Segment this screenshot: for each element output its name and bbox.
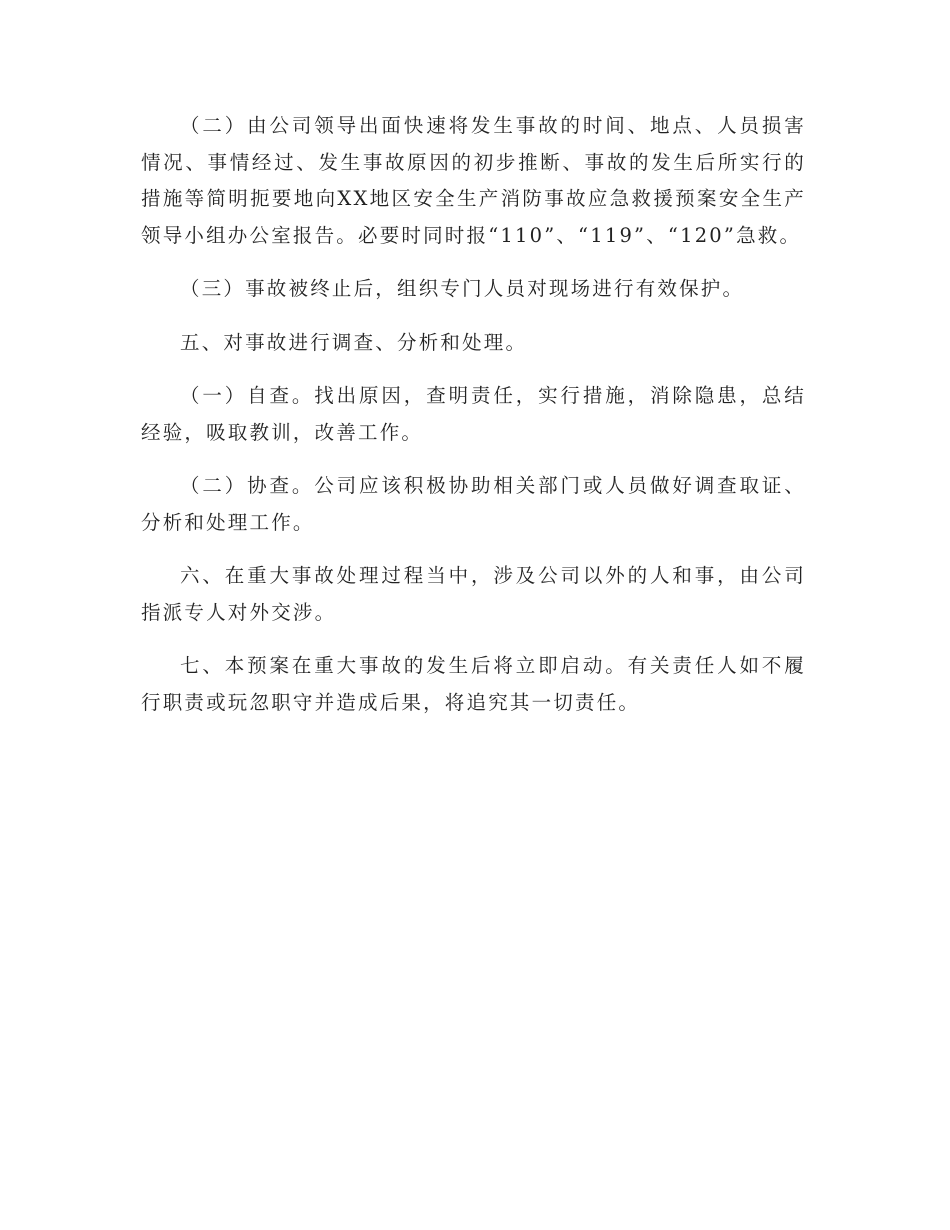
paragraph-plan-activation: 七、本预案在重大事故的发生后将立即启动。有关责任人如不履行职责或玩忽职守并造成后果，将追究其一切责任。 (141, 654, 806, 714)
document-body (141, 108, 806, 721)
paragraph-assist-inspection: （二）协查。公司应该积极协助相关部门或人员做好调查取证、分析和处理工作。 (141, 474, 806, 534)
paragraph-report-to-leadership: （二）由公司领导出面快速将发生事故的时间、地点、人员损害情况、事情经过、发生事故原因的初步推断、事故的发生后所实行的措施等简明扼要地向XX地区安全生产消防事故应急救援预案安全生产领导小组办公室报告。必要时同时报“110”、“119”、“120”急救。 (141, 114, 806, 247)
paragraph-external-liaison: 六、在重大事故处理过程当中，涉及公司以外的人和事，由公司指派专人对外交涉。 (141, 564, 806, 624)
paragraph-protect-scene: （三）事故被终止后，组织专门人员对现场进行有效保护。 (180, 277, 745, 300)
section-heading-investigation: 五、对事故进行调查、分析和处理。 (180, 330, 528, 354)
paragraph-self-inspection: （一）自查。找出原因，查明责任，实行措施，消除隐患，总结经验，吸取教训，改善工作。 (141, 384, 806, 444)
